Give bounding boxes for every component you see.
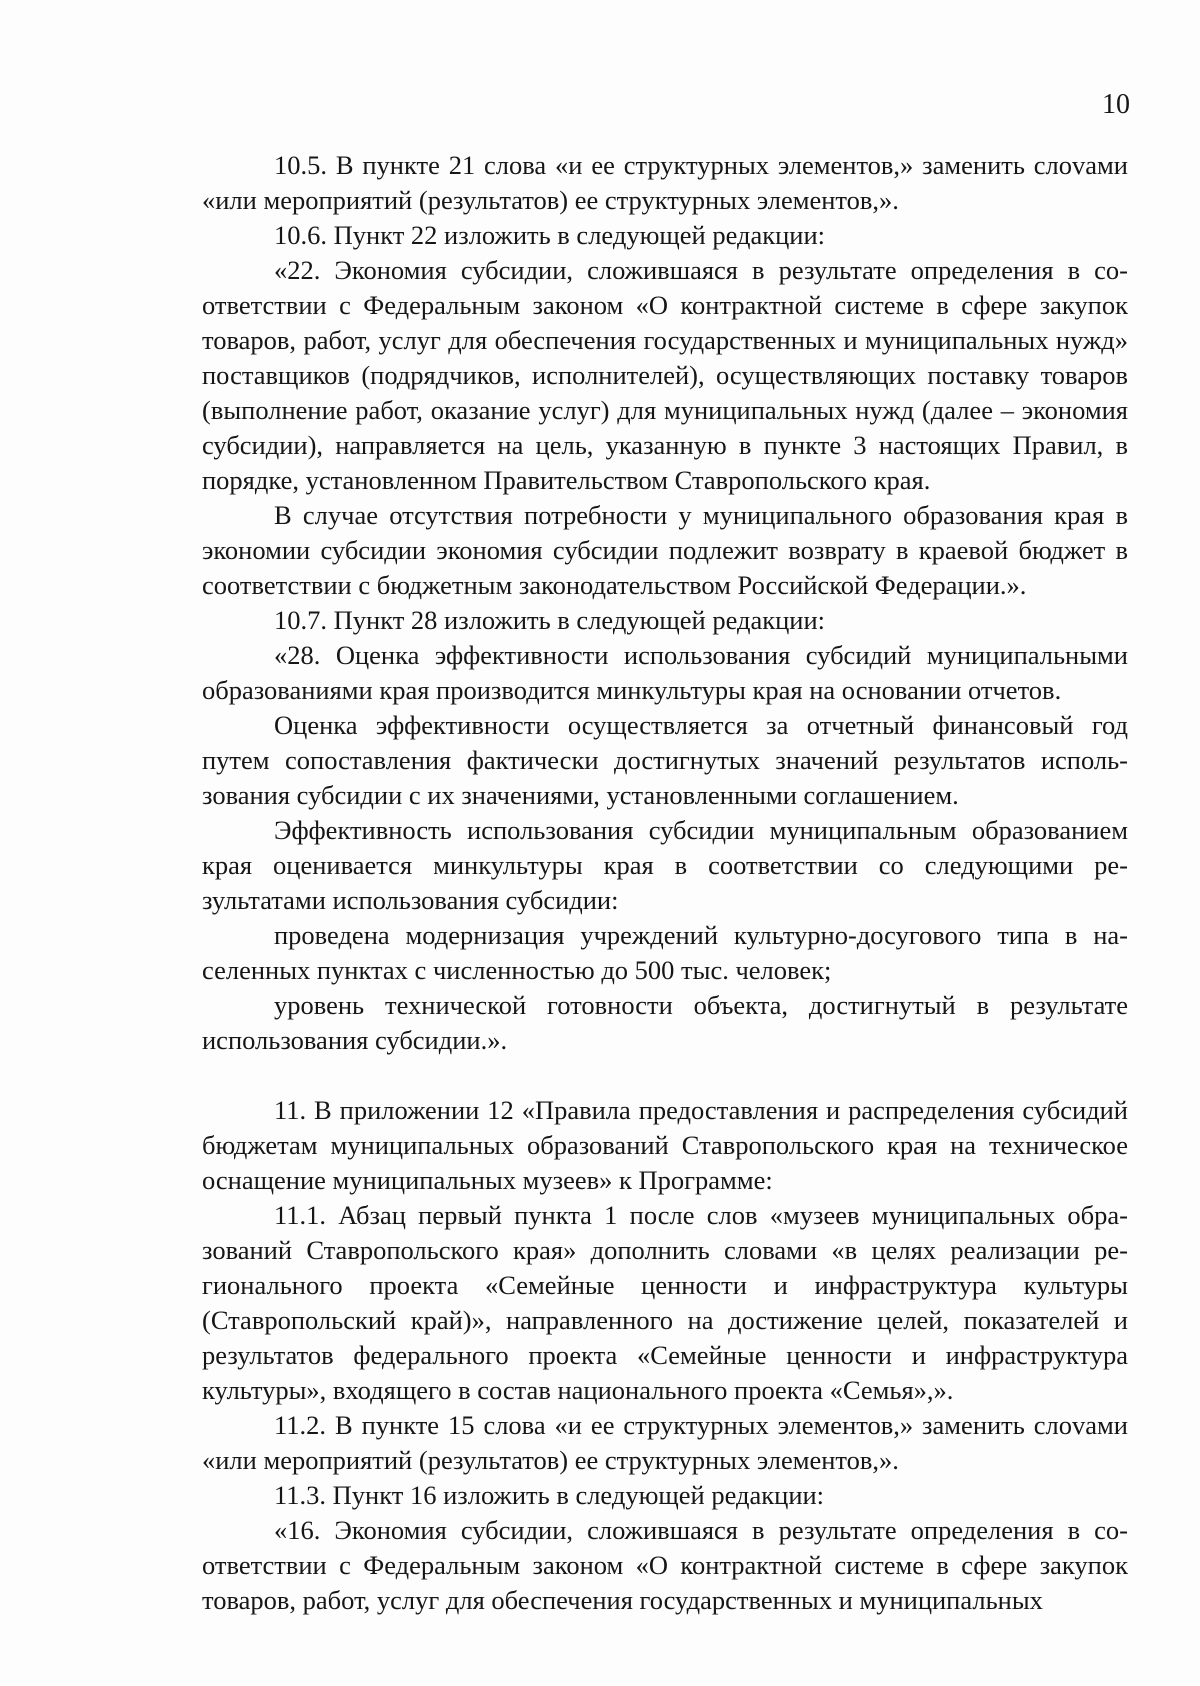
paragraph-11-3: 11.3. Пункт 16 изложить в следующей редакции: (274, 1480, 825, 1510)
paragraph-10-6: 10.6. Пункт 22 изложить в следующей редакции: (274, 220, 826, 250)
document-body (202, 148, 1128, 1618)
paragraph-11: 11. В приложении 12 «Правила предоставления и распределения субсидий бюджетам муниципальных образований Ставропольского края на техническое оснащение муниципальных музеев» к Программе: (202, 1095, 1128, 1195)
page-number: 10 (1102, 89, 1130, 120)
paragraph-28-text: «28. Оценка эффективности использования субсидий муниципальными образованиями края производится минкультуры края на основании отчетов. (202, 640, 1128, 705)
paragraph-28-evaluation: Оценка эффективности осуществляется за отчетный финансовый год путем сопоставления фактически достигнутых значений результатов использования субсидии с их значениями, установленными соглашением. (202, 710, 1128, 810)
paragraph-22-text: «22. Экономия субсидии, сложившаяся в результате определения в соответствии с Федеральным законом «О контрактной системе в сфере закупок товаров, работ, услуг для обеспечения государственных и муниципальных нужд» поставщиков (подрядчиков, исполнителей), осуществляющих поставку товаров (выполнение работ, оказание услуг) для муниципальных нужд (далее – экономия субсидии), направляется на цель, указанную в пункте 3 настоящих Правил, в порядке, установленном Правительством Ставропольского края. (202, 255, 1128, 495)
section-gap (202, 1058, 1128, 1093)
paragraph-11-2: 11.2. В пункте 15 слова «и ее структурных элементов,» заменить слоvами «или мероприятий (результатов) ее структурных элементов,». (202, 1410, 1128, 1475)
paragraph-16-text: «16. Экономия субсидии, сложившаяся в результате определения в соответствии с Федеральным законом «О контрактной системе в сфере закупок товаров, работ, услуг для обеспечения государственных и муниципальных (202, 1515, 1128, 1615)
paragraph-28-result-2: уровень технической готовности объекта, достигнутый в результате использования субсидии.». (202, 990, 1128, 1055)
paragraph-28-efficiency: Эффективность использования субсидии муниципальным образованием края оценивается минкультуры края в соответствии со следующими результатами использования субсидии: (202, 815, 1128, 915)
paragraph-22-return: В случае отсутствия потребности у муниципального образования края в экономии субсидии экономия субсидии подлежит возврату в краевой бюджет в соответствии с бюджетным законодательством Российской Федерации.». (202, 500, 1128, 600)
paragraph-11-1: 11.1. Абзац первый пункта 1 после слов «музеев муниципальных образований Ставропольского края» дополнить словами «в целях реализации регионального проекта «Семейные ценности и инфраструктура культуры (Ставропольский край)», направленного на достижение целей, показателей и результатов федерального проекта «Семейные ценности и инфраструктура культуры», входящего в состав национального проекта «Семья»,». (202, 1200, 1128, 1405)
paragraph-28-result-1: проведена модернизация учреждений культурно-досугового типа в населенных пунктах с численностью до 500 тыс. человек; (202, 920, 1128, 985)
paragraph-10-5: 10.5. В пункте 21 слова «и ее структурных элементов,» заменить слоvами «или мероприятий (результатов) ее структурных элементов,». (202, 150, 1128, 215)
paragraph-10-7: 10.7. Пункт 28 изложить в следующей редакции: (274, 605, 826, 635)
